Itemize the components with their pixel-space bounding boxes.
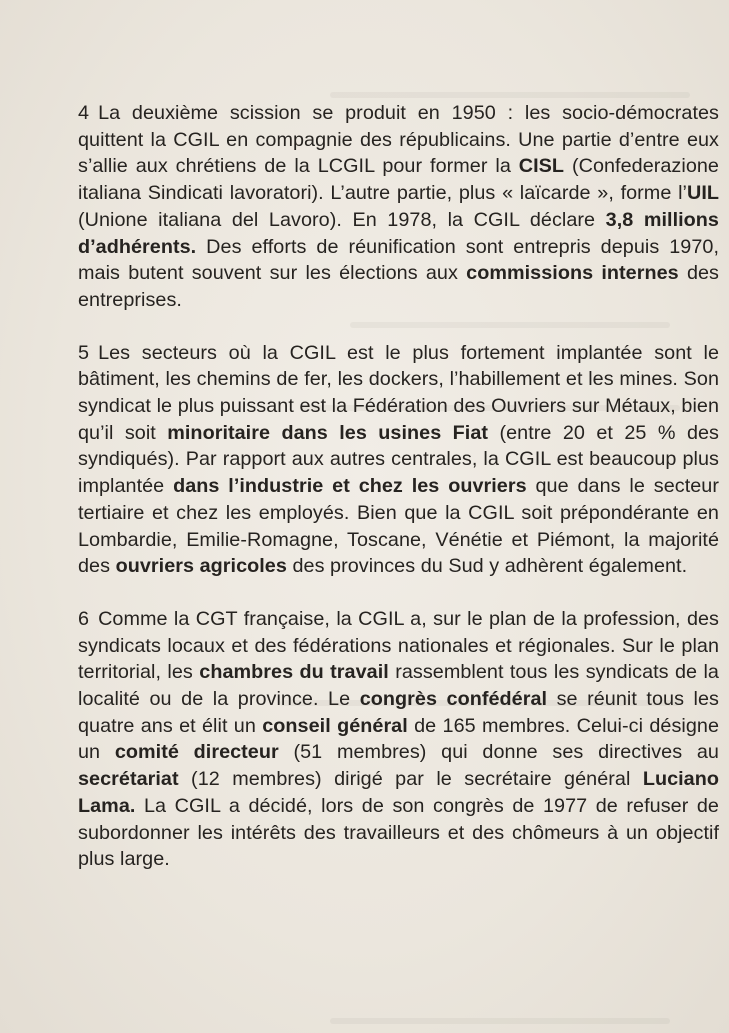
text-segment: de 165 membres. Celui-ci désigne un xyxy=(78,714,719,764)
bold-term-adherents: 3,8 millions d’adhérents. xyxy=(78,208,719,258)
bold-term-cisl: CISL xyxy=(518,155,565,178)
bold-term-comite: comité directeur xyxy=(114,741,279,764)
bold-term-industrie: dans l’industrie et chez les ouvriers xyxy=(173,475,527,498)
paragraph-5 xyxy=(78,340,719,580)
paragraph-number: 6 xyxy=(78,607,90,630)
paragraph-number: 5 xyxy=(78,341,90,364)
bleed-through-line xyxy=(330,1018,670,1024)
bold-term-chambres: chambres du travail xyxy=(199,661,389,684)
bold-term-conseil: conseil général xyxy=(262,714,408,737)
paragraph-number: 4 xyxy=(78,102,90,124)
bold-term-lama: Luciano Lama. xyxy=(78,768,719,817)
text-segment: La deuxième scission se produit en 1950 : les socio-démocrates quittent la CGIL en compagnie des républicains. Une partie d’entre eux s’allie aux chrétiens de la LCGIL pour former la xyxy=(78,102,719,178)
document-body xyxy=(78,100,719,873)
text-segment: Les secteurs où la CGIL est le plus fortement implantée sont le bâtiment, les chemins de fer, les dockers, l’habillement et les mines. Son syndicat le plus puissant est la Fédération des Ouvriers sur Métaux, bien qu’il soit xyxy=(78,341,719,444)
text-segment: des entreprises. xyxy=(78,262,719,311)
bold-term-uil: UIL xyxy=(686,182,719,205)
bold-term-commissions: commissions internes xyxy=(466,262,679,285)
text-segment: (12 membres) dirigé par le secrétaire général xyxy=(178,768,643,791)
paragraph-4 xyxy=(78,100,719,314)
text-segment: que dans le secteur tertiaire et chez les employés. Bien que la CGIL soit prépondérante en Lombardie, Emilie-Romagne, Toscane, Vénétie et Piémont, la majorité des xyxy=(78,475,719,578)
text-segment: (Confederazione italiana Sindicati lavoratori). L’autre partie, plus « laïcarde », forme l’ xyxy=(78,155,719,205)
text-segment: (51 membres) qui donne ses directives au xyxy=(278,741,719,764)
text-segment: Comme la CGT française, la CGIL a, sur le plan de la profession, des syndicats locaux et des fédérations nationales et régionales. Sur le plan territorial, les xyxy=(78,607,719,684)
text-segment: (Unione italiana del Lavoro). En 1978, la CGIL déclare xyxy=(78,208,606,231)
text-segment: des provinces du Sud y adhèrent également. xyxy=(286,555,688,578)
text-segment: Des efforts de réunification sont entrepris depuis 1970, mais butent souvent sur les élections aux xyxy=(78,235,719,285)
text-segment: La CGIL a décidé, lors de son congrès de 1977 de refuser de subordonner les intérêts des travailleurs et des chômeurs à un objectif plus large. xyxy=(78,794,719,871)
bold-term-congres: congrès confédéral xyxy=(359,688,548,711)
bold-term-minoritaire: minoritaire dans les usines Fiat xyxy=(167,421,489,444)
bold-term-secretariat: secrétariat xyxy=(78,768,179,791)
bleed-through-line xyxy=(330,92,690,98)
text-segment: (entre 20 et 25 % des syndiqués). Par rapport aux autres centrales, la CGIL est beaucoup plus implantée xyxy=(78,421,719,498)
text-segment: rassemblent tous les syndicats de la localité ou de la province. Le xyxy=(78,661,719,711)
text-segment: se réunit tous les quatre ans et élit un xyxy=(78,688,719,737)
paragraph-6 xyxy=(78,606,719,873)
bold-term-ouvriers-agricoles: ouvriers agricoles xyxy=(115,555,287,578)
